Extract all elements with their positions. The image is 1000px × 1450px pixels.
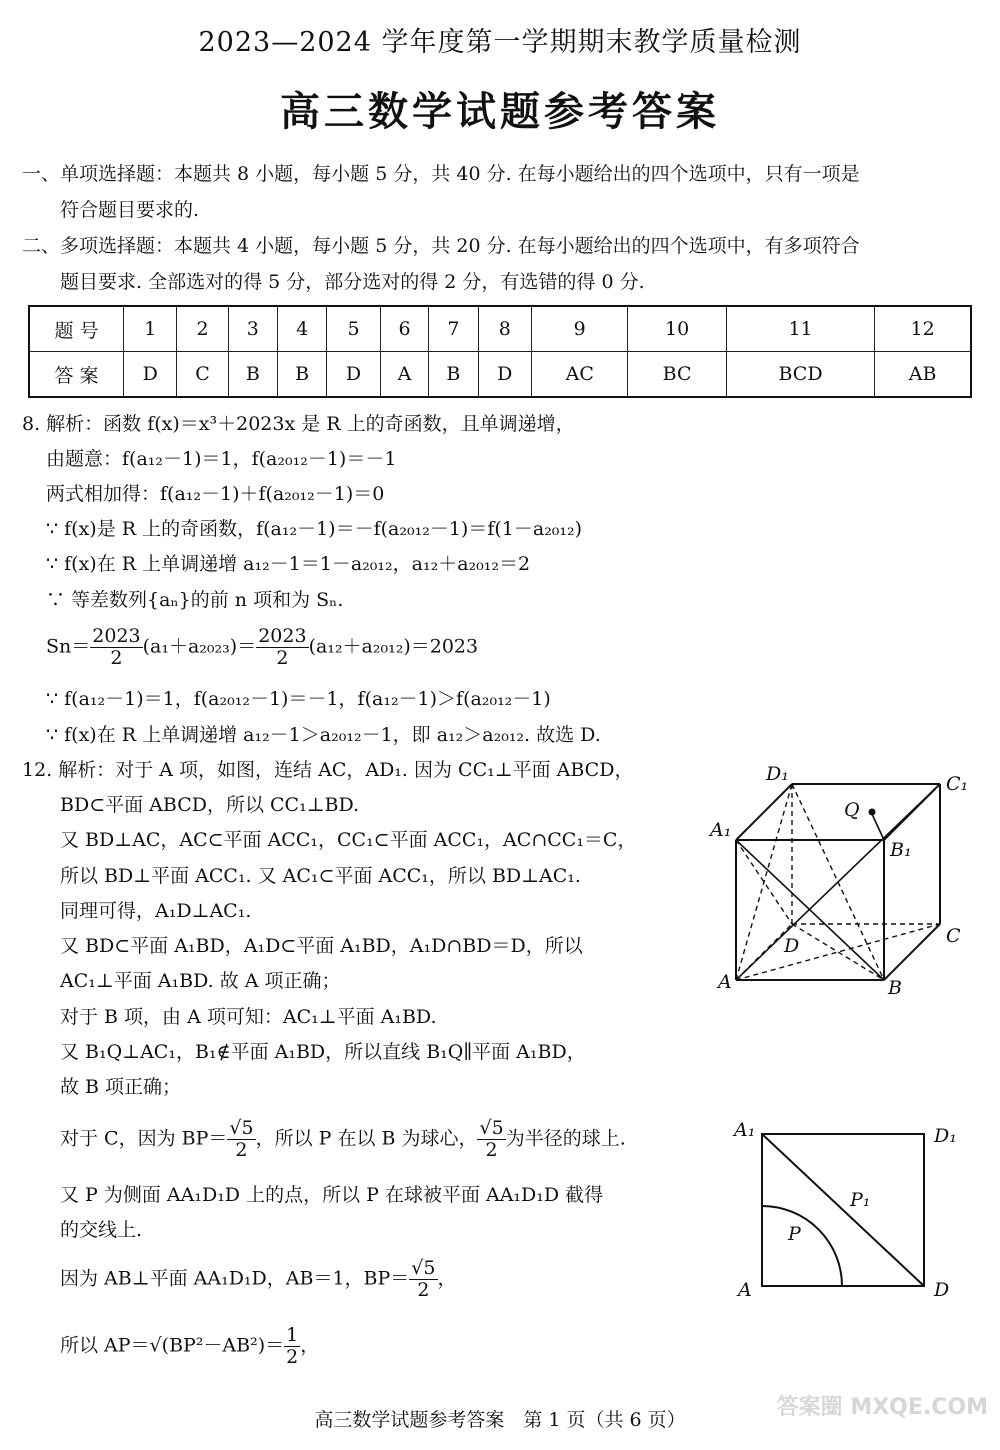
page-footer: 高三数学试题参考答案 第 1 页（共 6 页） (314, 1409, 686, 1431)
q12-line-10: 故 B 项正确； (60, 1076, 182, 1098)
q12-line-6: 又 BD⊂平面 A₁BD，A₁D⊂平面 A₁BD，A₁D∩BD＝D，所以 (60, 935, 583, 957)
q8-line-9: ∵ f(x)在 R 上单调递增 a₁₂－1＞a₂₀₁₂－1，即 a₁₂＞a₂₀₁₂. 故选 D. (46, 724, 601, 746)
q8-line-8: ∵ f(a₁₂－1)＝1，f(a₂₀₁₂－1)＝－1，f(a₁₂－1)＞f(a₂₀₁₂－1) (46, 688, 551, 710)
table-cell: B (277, 352, 326, 398)
q12-line-11: 对于 C，因为 BP＝ $\frac{√5}{2}$ ，所以 P 在以 B 为球心， $\frac{√5}{2}$ 为半径的球上. (60, 1117, 626, 1161)
section-intro-1b: 符合题目要求的. (60, 199, 200, 221)
table-cell: 12 (875, 306, 971, 352)
section-intro-2b: 题目要求. 全部选对的得 5 分，部分选对的得 2 分，有选错的得 0 分. (60, 271, 645, 293)
q12-line-14: 因为 AB⊥平面 AA₁D₁D，AB＝1，BP＝ $\frac{√5}{2}$ ， (60, 1257, 457, 1301)
table-cell: D (327, 352, 380, 398)
q12-line-4: 所以 BD⊥平面 ACC₁. 又 AC₁⊂平面 ACC₁，所以 BD⊥AC₁. (60, 865, 581, 887)
row-label: 题 号 (29, 306, 124, 352)
table-cell: D (478, 352, 531, 398)
table-cell: 4 (277, 306, 326, 352)
table-cell: C (177, 352, 228, 398)
q12-line-2: BD⊂平面 ABCD，所以 CC₁⊥BD. (60, 794, 360, 816)
segment-b1q (872, 814, 884, 840)
fraction: $\frac{√5}{2}$ (411, 1257, 436, 1301)
hidden-ac (736, 924, 940, 980)
table-cell: 7 (429, 306, 478, 352)
section-intro-1: 一、单项选择题：本题共 8 小题，每小题 5 分，共 40 分. 在每小题给出的四个选项中，只有一项是 (22, 163, 860, 185)
fraction: $\frac{2023}{2}$ (92, 625, 141, 669)
section-intro-2: 二、多项选择题：本题共 4 小题，每小题 5 分，共 20 分. 在每小题给出的四个选项中，有多项符合 (22, 235, 860, 257)
answer-table (28, 305, 972, 398)
point-q (869, 809, 876, 816)
table-cell: BCD (726, 352, 875, 398)
fraction: $\frac{1}{2}$ (286, 1324, 299, 1368)
table-cell: 9 (532, 306, 628, 352)
table-cell: 2 (177, 306, 228, 352)
q12-line-8: 对于 B 项，由 A 项可知：AC₁⊥平面 A₁BD. (60, 1006, 437, 1028)
table-cell: 8 (478, 306, 531, 352)
page-title: 高三数学试题参考答案 (280, 89, 720, 135)
table-cell: B (429, 352, 478, 398)
label-d: D (934, 1279, 950, 1301)
q8-sum-formula: Sn＝ $\frac{2023}{2}$ (a₁＋a₂₀₂₃)＝ $\frac{2023}{2}$ (a₁₂＋a₂₀₁₂)＝2023 (46, 625, 479, 669)
fraction: $\frac{√5}{2}$ (229, 1117, 254, 1161)
q8-line-2: 由题意：f(a₁₂－1)＝1，f(a₂₀₁₂－1)＝－1 (46, 448, 397, 470)
q12-line-13: 的交线上. (60, 1219, 143, 1241)
row-label: 答 案 (29, 352, 124, 398)
q12-line-7: AC₁⊥平面 A₁BD. 故 A 项正确； (60, 970, 341, 992)
exam-header: 2023—2024 学年度第一学期期末教学质量检测 (198, 27, 802, 58)
table-row-numbers (29, 306, 971, 352)
label-p1: P₁ (850, 1189, 871, 1211)
watermark: 答案圈 MXQE.COM (776, 1395, 988, 1420)
table-cell: B (228, 352, 277, 398)
table-cell: 6 (380, 306, 429, 352)
table-cell: D (124, 352, 177, 398)
label-d: D (784, 935, 800, 957)
label-c1: C₁ (946, 773, 969, 795)
q12-line-3: 又 BD⊥AC，AC⊂平面 ACC₁，CC₁⊂平面 ACC₁，AC∩CC₁＝C， (60, 829, 637, 851)
label-a1: A₁ (734, 1119, 756, 1141)
face-section-diagram (730, 1110, 990, 1305)
q12-line-15: 所以 AP＝√(BP²－AB²)＝ $\frac{1}{2}$ ， (60, 1324, 320, 1368)
table-cell: 3 (228, 306, 277, 352)
label-c: C (946, 925, 961, 947)
q12-line-9: 又 B₁Q⊥AC₁，B₁∉平面 A₁BD，所以直线 B₁Q∥平面 A₁BD， (60, 1041, 586, 1063)
table-cell: 1 (124, 306, 177, 352)
q8-line-1: 8. 解析：函数 f(x)＝x³＋2023x 是 R 上的奇函数，且单调递增， (22, 413, 575, 435)
table-cell: AC (532, 352, 628, 398)
q8-line-4: ∵ f(x)是 R 上的奇函数，f(a₁₂－1)＝－f(a₂₀₁₂－1)＝f(1－a₂₀₁₂) (46, 518, 583, 540)
label-d1: D₁ (766, 763, 789, 785)
q8-line-3: 两式相加得：f(a₁₂－1)＋f(a₂₀₁₂－1)＝0 (46, 483, 385, 505)
label-b: B (888, 977, 902, 999)
fraction: $\frac{√5}{2}$ (479, 1117, 504, 1161)
label-a: A (738, 1279, 752, 1301)
label-p: P (788, 1223, 801, 1245)
label-d1: D₁ (934, 1125, 957, 1147)
intersection-arc (762, 1206, 842, 1286)
table-cell: 5 (327, 306, 380, 352)
table-row-answers (29, 352, 971, 398)
q8-line-6: ∵ 等差数列{aₙ}的前 n 项和为 Sₙ. (46, 589, 344, 611)
fraction: $\frac{2023}{2}$ (258, 625, 307, 669)
table-cell: A (380, 352, 429, 398)
table-cell: AB (875, 352, 971, 398)
label-b1: B₁ (890, 839, 912, 861)
hidden-bd (792, 924, 884, 980)
q12-line-1: 12. 解析：对于 A 项，如图，连结 AC，AD₁. 因为 CC₁⊥平面 ABCD， (22, 759, 634, 781)
table-cell: 10 (628, 306, 726, 352)
q12-line-12: 又 P 为侧面 AA₁D₁D 上的点，所以 P 在球被平面 AA₁D₁D 截得 (60, 1184, 604, 1206)
cube-diagram (700, 760, 990, 1000)
label-a1: A₁ (710, 819, 732, 841)
table-cell: 11 (726, 306, 875, 352)
q12-line-5: 同理可得，A₁D⊥AC₁. (60, 900, 252, 922)
label-a: A (718, 971, 732, 993)
q8-line-5: ∵ f(x)在 R 上单调递增 a₁₂－1＝1－a₂₀₁₂，a₁₂＋a₂₀₁₂＝2 (46, 553, 531, 575)
table-cell: BC (628, 352, 726, 398)
label-q: Q (844, 799, 860, 821)
